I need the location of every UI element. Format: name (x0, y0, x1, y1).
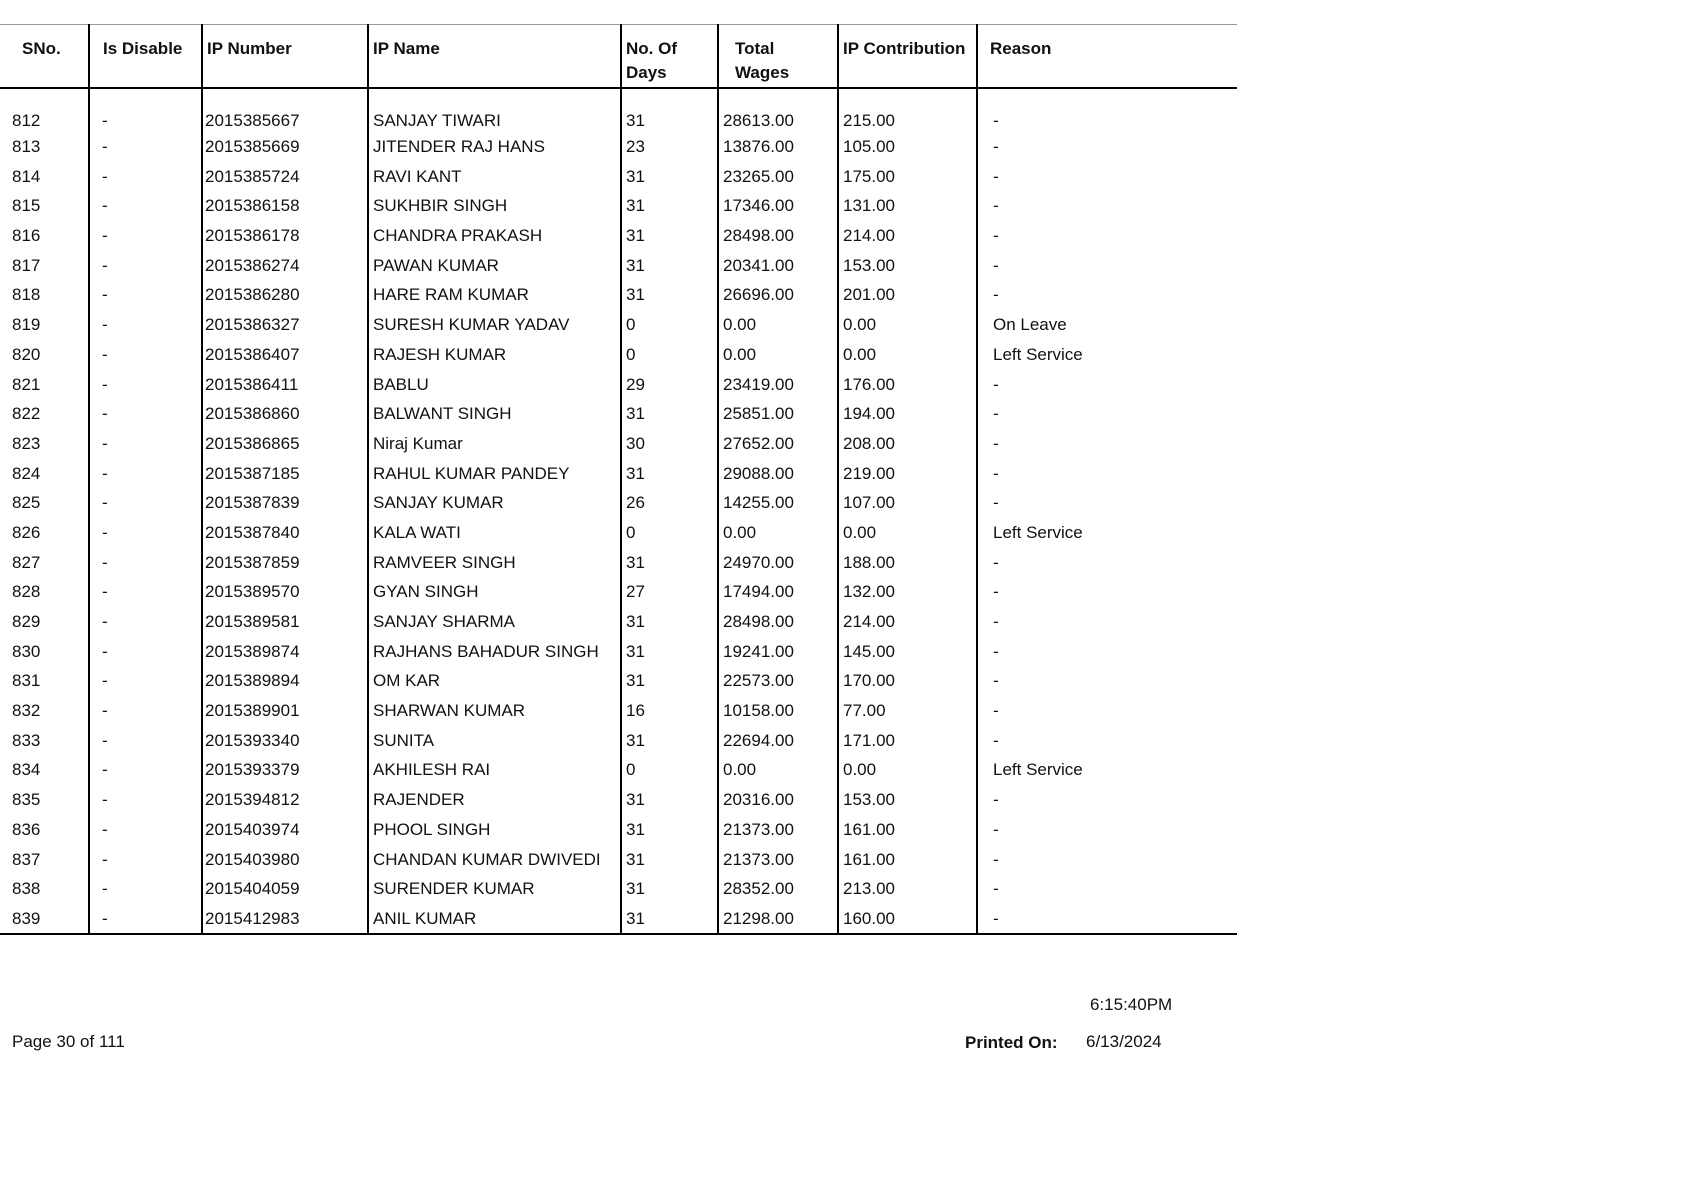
cell-ip-number: 2015403974 (202, 815, 368, 845)
cell-sno: 836 (0, 815, 89, 845)
cell-ip-name: RAVI KANT (368, 162, 621, 192)
cell-is-disable: - (89, 162, 202, 192)
cell-is-disable: - (89, 666, 202, 696)
cell-ip-number: 2015387859 (202, 548, 368, 578)
cell-is-disable: - (89, 637, 202, 667)
cell-ip-number: 2015385669 (202, 132, 368, 162)
cell-total-wages: 22573.00 (718, 666, 838, 696)
cell-is-disable: - (89, 904, 202, 934)
cell-total-wages: 20316.00 (718, 785, 838, 815)
cell-sno: 838 (0, 874, 89, 904)
cell-ip-name: RAHUL KUMAR PANDEY (368, 459, 621, 489)
cell-is-disable: - (89, 251, 202, 281)
cell-ip-number: 2015386158 (202, 191, 368, 221)
cell-no-of-days: 31 (621, 845, 718, 875)
cell-ip-number: 2015386411 (202, 370, 368, 400)
cell-ip-contribution: 214.00 (838, 607, 977, 637)
cell-sno: 820 (0, 340, 89, 370)
cell-ip-contribution: 77.00 (838, 696, 977, 726)
cell-ip-name: RAJHANS BAHADUR SINGH (368, 637, 621, 667)
cell-ip-number: 2015386860 (202, 399, 368, 429)
cell-reason: - (993, 374, 999, 394)
cell-is-disable: - (89, 755, 202, 785)
cell-ip-name: CHANDRA PRAKASH (368, 221, 621, 251)
cell-no-of-days: 31 (621, 162, 718, 192)
cell-ip-contribution: 215.00 (838, 88, 977, 132)
cell-reason: - (993, 285, 999, 305)
cell-total-wages: 20341.00 (718, 251, 838, 281)
cell-no-of-days: 23 (621, 132, 718, 162)
cell-ip-number: 2015386280 (202, 280, 368, 310)
contribution-report (0, 24, 1237, 935)
cell-ip-contribution: 153.00 (838, 251, 977, 281)
cell-reason: Left Service (993, 344, 1083, 364)
cell-no-of-days: 31 (621, 221, 718, 251)
cell-sno: 823 (0, 429, 89, 459)
cell-ip-number: 2015386407 (202, 340, 368, 370)
table-row (0, 429, 1237, 459)
cell-reason: Left Service (993, 522, 1083, 542)
cell-ip-contribution: 171.00 (838, 726, 977, 756)
cell-no-of-days: 31 (621, 607, 718, 637)
cell-total-wages: 29088.00 (718, 459, 838, 489)
cell-reason: - (993, 111, 999, 130)
cell-ip-number: 2015404059 (202, 874, 368, 904)
table-row (0, 459, 1237, 489)
cell-total-wages: 17494.00 (718, 577, 838, 607)
cell-ip-contribution: 175.00 (838, 162, 977, 192)
printed-on-label: Printed On: (965, 1033, 1058, 1052)
cell-ip-number: 2015386178 (202, 221, 368, 251)
cell-no-of-days: 16 (621, 696, 718, 726)
cell-reason: - (993, 582, 999, 602)
cell-ip-name: SANJAY TIWARI (368, 88, 621, 132)
cell-total-wages: 24970.00 (718, 548, 838, 578)
cell-reason: - (993, 493, 999, 513)
table-row (0, 785, 1237, 815)
cell-ip-number: 2015403980 (202, 845, 368, 875)
table-row (0, 280, 1237, 310)
cell-ip-contribution: 194.00 (838, 399, 977, 429)
table-row (0, 577, 1237, 607)
cell-ip-name: RAJENDER (368, 785, 621, 815)
table-row (0, 815, 1237, 845)
cell-ip-contribution: 188.00 (838, 548, 977, 578)
cell-ip-name: SANJAY KUMAR (368, 488, 621, 518)
cell-sno: 814 (0, 162, 89, 192)
cell-is-disable: - (89, 548, 202, 578)
cell-no-of-days: 31 (621, 459, 718, 489)
table-row (0, 399, 1237, 429)
cell-is-disable: - (89, 518, 202, 548)
table-row (0, 518, 1237, 548)
cell-sno: 834 (0, 755, 89, 785)
cell-no-of-days: 30 (621, 429, 718, 459)
cell-reason: - (993, 819, 999, 839)
cell-is-disable: - (89, 696, 202, 726)
cell-reason: - (993, 879, 999, 899)
cell-ip-contribution: 160.00 (838, 904, 977, 934)
cell-total-wages: 21373.00 (718, 815, 838, 845)
cell-is-disable: - (89, 488, 202, 518)
table-row (0, 132, 1237, 162)
cell-reason: - (977, 904, 1237, 934)
cell-total-wages: 22694.00 (718, 726, 838, 756)
cell-ip-number: 2015389570 (202, 577, 368, 607)
cell-ip-name: SURENDER KUMAR (368, 874, 621, 904)
cell-total-wages: 23419.00 (718, 370, 838, 400)
cell-sno: 829 (0, 607, 89, 637)
cell-reason: - (993, 226, 999, 246)
column-header-total-wages: Total Wages (718, 25, 838, 89)
cell-no-of-days: 31 (621, 904, 718, 934)
cell-reason: - (993, 641, 999, 661)
cell-ip-contribution: 0.00 (838, 518, 977, 548)
cell-is-disable: - (89, 429, 202, 459)
cell-total-wages: 0.00 (718, 755, 838, 785)
cell-ip-number: 2015385667 (202, 88, 368, 132)
cell-total-wages: 28352.00 (718, 874, 838, 904)
cell-no-of-days: 31 (621, 88, 718, 132)
cell-no-of-days: 31 (621, 726, 718, 756)
table-row (0, 340, 1237, 370)
cell-sno: 831 (0, 666, 89, 696)
contribution-table (0, 24, 1237, 935)
table-row (0, 310, 1237, 340)
cell-ip-number: 2015386274 (202, 251, 368, 281)
cell-sno: 830 (0, 637, 89, 667)
cell-no-of-days: 31 (621, 399, 718, 429)
cell-sno: 812 (0, 88, 89, 132)
cell-reason: - (993, 552, 999, 572)
cell-sno: 821 (0, 370, 89, 400)
cell-no-of-days: 31 (621, 280, 718, 310)
cell-ip-number: 2015386865 (202, 429, 368, 459)
cell-ip-contribution: 208.00 (838, 429, 977, 459)
cell-ip-contribution: 145.00 (838, 637, 977, 667)
table-header (0, 25, 1237, 89)
cell-ip-name: ANIL KUMAR (368, 904, 621, 934)
cell-ip-name: HARE RAM KUMAR (368, 280, 621, 310)
cell-reason: - (993, 166, 999, 186)
cell-total-wages: 28613.00 (718, 88, 838, 132)
cell-ip-contribution: 161.00 (838, 845, 977, 875)
cell-ip-number: 2015389901 (202, 696, 368, 726)
cell-ip-contribution: 153.00 (838, 785, 977, 815)
cell-reason: - (993, 433, 999, 453)
cell-is-disable: - (89, 340, 202, 370)
cell-is-disable: - (89, 399, 202, 429)
table-row (0, 88, 1237, 132)
cell-ip-contribution: 214.00 (838, 221, 977, 251)
cell-is-disable: - (89, 726, 202, 756)
cell-ip-name: JITENDER RAJ HANS (368, 132, 621, 162)
cell-ip-contribution: 176.00 (838, 370, 977, 400)
cell-ip-number: 2015387840 (202, 518, 368, 548)
cell-no-of-days: 31 (621, 785, 718, 815)
cell-total-wages: 21298.00 (718, 904, 838, 934)
cell-no-of-days: 0 (621, 340, 718, 370)
cell-is-disable: - (89, 88, 202, 132)
cell-reason: - (993, 790, 999, 810)
cell-total-wages: 23265.00 (718, 162, 838, 192)
cell-ip-name: RAJESH KUMAR (368, 340, 621, 370)
cell-ip-number: 2015385724 (202, 162, 368, 192)
cell-no-of-days: 31 (621, 191, 718, 221)
table-row (0, 370, 1237, 400)
cell-is-disable: - (89, 874, 202, 904)
cell-ip-name: CHANDAN KUMAR DWIVEDI (368, 845, 621, 875)
cell-no-of-days: 31 (621, 251, 718, 281)
cell-reason: - (993, 730, 999, 750)
table-row (0, 637, 1237, 667)
table-row (0, 191, 1237, 221)
column-header-reason: Reason (977, 25, 1237, 89)
header-row (0, 25, 1237, 89)
cell-ip-contribution: 131.00 (838, 191, 977, 221)
cell-sno: 835 (0, 785, 89, 815)
cell-sno: 816 (0, 221, 89, 251)
cell-total-wages: 28498.00 (718, 607, 838, 637)
cell-is-disable: - (89, 191, 202, 221)
cell-no-of-days: 31 (621, 874, 718, 904)
cell-ip-contribution: 105.00 (838, 132, 977, 162)
cell-reason: Left Service (993, 760, 1083, 780)
column-header-ip-contribution: IP Contribution (838, 25, 977, 89)
cell-ip-contribution: 0.00 (838, 310, 977, 340)
cell-is-disable: - (89, 310, 202, 340)
cell-is-disable: - (89, 607, 202, 637)
cell-ip-number: 2015393379 (202, 755, 368, 785)
cell-total-wages: 0.00 (718, 310, 838, 340)
cell-sno: 824 (0, 459, 89, 489)
column-header-is-disable: Is Disable (89, 25, 202, 89)
table-row (0, 726, 1237, 756)
cell-no-of-days: 0 (621, 310, 718, 340)
cell-no-of-days: 31 (621, 637, 718, 667)
cell-total-wages: 13876.00 (718, 132, 838, 162)
page-number: Page 30 of 111 (12, 1032, 125, 1051)
table-row (0, 696, 1237, 726)
cell-no-of-days: 0 (621, 755, 718, 785)
cell-ip-number: 2015386327 (202, 310, 368, 340)
cell-ip-contribution: 170.00 (838, 666, 977, 696)
cell-reason: - (993, 463, 999, 483)
cell-is-disable: - (89, 845, 202, 875)
cell-ip-name: SANJAY SHARMA (368, 607, 621, 637)
cell-ip-contribution: 107.00 (838, 488, 977, 518)
cell-ip-name: SUKHBIR SINGH (368, 191, 621, 221)
table-row (0, 874, 1237, 904)
cell-ip-name: KALA WATI (368, 518, 621, 548)
cell-total-wages: 10158.00 (718, 696, 838, 726)
cell-ip-name: Niraj Kumar (368, 429, 621, 459)
cell-ip-contribution: 0.00 (838, 755, 977, 785)
cell-ip-number: 2015393340 (202, 726, 368, 756)
cell-total-wages: 27652.00 (718, 429, 838, 459)
cell-is-disable: - (89, 459, 202, 489)
cell-no-of-days: 26 (621, 488, 718, 518)
table-row (0, 251, 1237, 281)
column-header-no-of-days: No. Of Days (621, 25, 718, 89)
cell-ip-contribution: 132.00 (838, 577, 977, 607)
cell-no-of-days: 31 (621, 666, 718, 696)
cell-ip-name: AKHILESH RAI (368, 755, 621, 785)
cell-reason: - (993, 671, 999, 691)
cell-sno: 827 (0, 548, 89, 578)
table-row (0, 666, 1237, 696)
cell-ip-number: 2015412983 (202, 904, 368, 934)
cell-total-wages: 0.00 (718, 340, 838, 370)
table-row (0, 488, 1237, 518)
cell-ip-contribution: 201.00 (838, 280, 977, 310)
cell-is-disable: - (89, 577, 202, 607)
cell-sno: 837 (0, 845, 89, 875)
cell-no-of-days: 31 (621, 815, 718, 845)
cell-no-of-days: 29 (621, 370, 718, 400)
cell-ip-number: 2015389894 (202, 666, 368, 696)
cell-sno: 839 (0, 904, 89, 934)
cell-is-disable: - (89, 280, 202, 310)
cell-ip-name: SUNITA (368, 726, 621, 756)
cell-is-disable: - (89, 815, 202, 845)
table-row (0, 548, 1237, 578)
cell-ip-contribution: 0.00 (838, 340, 977, 370)
cell-no-of-days: 31 (621, 548, 718, 578)
cell-reason: - (993, 196, 999, 216)
printed-on-date: 6/13/2024 (1086, 1032, 1162, 1051)
cell-ip-number: 2015387839 (202, 488, 368, 518)
cell-ip-name: SURESH KUMAR YADAV (368, 310, 621, 340)
cell-ip-contribution: 213.00 (838, 874, 977, 904)
cell-total-wages: 14255.00 (718, 488, 838, 518)
cell-ip-name: BABLU (368, 370, 621, 400)
table-row (0, 845, 1237, 875)
table-row (0, 221, 1237, 251)
cell-ip-name: GYAN SINGH (368, 577, 621, 607)
cell-reason: - (993, 612, 999, 631)
cell-sno: 813 (0, 132, 89, 162)
cell-ip-contribution: 161.00 (838, 815, 977, 845)
cell-reason: - (993, 255, 999, 275)
column-header-ip-number: IP Number (202, 25, 368, 89)
cell-is-disable: - (89, 132, 202, 162)
cell-sno: 815 (0, 191, 89, 221)
cell-sno: 818 (0, 280, 89, 310)
cell-total-wages: 28498.00 (718, 221, 838, 251)
cell-sno: 832 (0, 696, 89, 726)
cell-total-wages: 26696.00 (718, 280, 838, 310)
cell-is-disable: - (89, 370, 202, 400)
column-header-ip-name: IP Name (368, 25, 621, 89)
cell-sno: 819 (0, 310, 89, 340)
column-header-sno: SNo. (0, 25, 89, 89)
cell-ip-number: 2015387185 (202, 459, 368, 489)
table-row (0, 162, 1237, 192)
cell-ip-name: PAWAN KUMAR (368, 251, 621, 281)
cell-total-wages: 17346.00 (718, 191, 838, 221)
cell-no-of-days: 27 (621, 577, 718, 607)
cell-total-wages: 21373.00 (718, 845, 838, 875)
cell-reason: - (993, 849, 999, 869)
cell-reason: - (993, 701, 999, 721)
cell-ip-number: 2015389874 (202, 637, 368, 667)
cell-sno: 825 (0, 488, 89, 518)
cell-ip-number: 2015389581 (202, 607, 368, 637)
cell-sno: 822 (0, 399, 89, 429)
cell-ip-name: RAMVEER SINGH (368, 548, 621, 578)
cell-sno: 817 (0, 251, 89, 281)
cell-total-wages: 19241.00 (718, 637, 838, 667)
cell-total-wages: 25851.00 (718, 399, 838, 429)
cell-sno: 833 (0, 726, 89, 756)
print-time: 6:15:40PM (1090, 995, 1173, 1014)
cell-ip-name: OM KAR (368, 666, 621, 696)
cell-total-wages: 0.00 (718, 518, 838, 548)
cell-ip-contribution: 219.00 (838, 459, 977, 489)
cell-sno: 828 (0, 577, 89, 607)
cell-is-disable: - (89, 785, 202, 815)
cell-reason: On Leave (993, 315, 1067, 335)
table-row (0, 607, 1237, 637)
cell-reason: - (993, 137, 999, 156)
cell-ip-name: BALWANT SINGH (368, 399, 621, 429)
cell-sno: 826 (0, 518, 89, 548)
table-row (0, 904, 1237, 934)
cell-ip-name: SHARWAN KUMAR (368, 696, 621, 726)
table-body (0, 88, 1237, 934)
cell-ip-name: PHOOL SINGH (368, 815, 621, 845)
cell-no-of-days: 0 (621, 518, 718, 548)
table-row (0, 755, 1237, 785)
cell-ip-number: 2015394812 (202, 785, 368, 815)
cell-reason: - (993, 404, 999, 424)
cell-is-disable: - (89, 221, 202, 251)
